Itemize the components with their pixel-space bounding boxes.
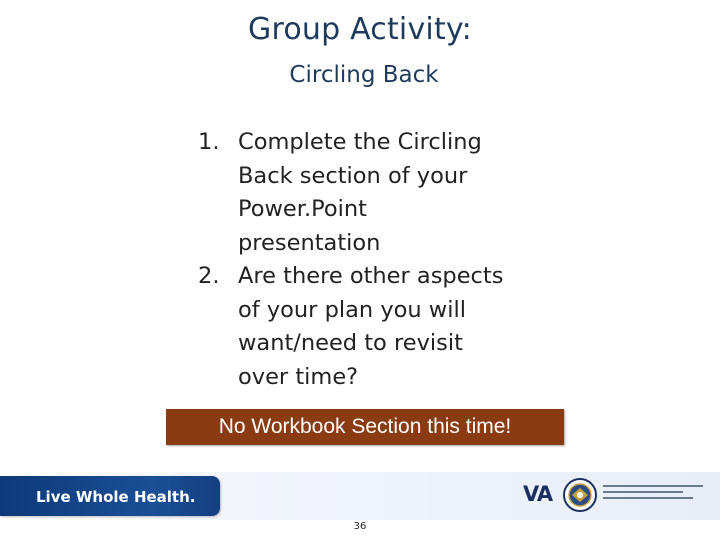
slide-title: Group Activity:: [248, 12, 472, 47]
department-name-mark: [603, 485, 703, 509]
live-whole-health-logo-text: Live Whole Health.: [36, 488, 196, 506]
list-item: [198, 126, 528, 260]
list-item-number: 2.: [198, 263, 220, 289]
list-item-line: of your plan you will: [238, 296, 466, 323]
workbook-notice-banner: No Workbook Section this time!: [166, 409, 564, 445]
va-logo-text: VA: [523, 482, 553, 506]
page-number: 36: [353, 521, 367, 532]
list-item-line: Back section of your: [238, 162, 468, 189]
list-item-line: Complete the Circling: [238, 129, 482, 155]
list-item-line: Power.Point: [238, 196, 367, 222]
activity-list: [198, 126, 528, 394]
list-item-line: over time?: [238, 363, 359, 390]
list-item-line: presentation: [238, 229, 381, 256]
list-item: [198, 260, 528, 394]
list-item-line: want/need to revisit: [238, 330, 463, 356]
slide-subtitle: Circling Back: [289, 62, 439, 88]
va-seal-icon: [563, 478, 597, 512]
list-item-number: 1.: [198, 129, 220, 155]
list-item-line: Are there other aspects: [238, 263, 504, 289]
